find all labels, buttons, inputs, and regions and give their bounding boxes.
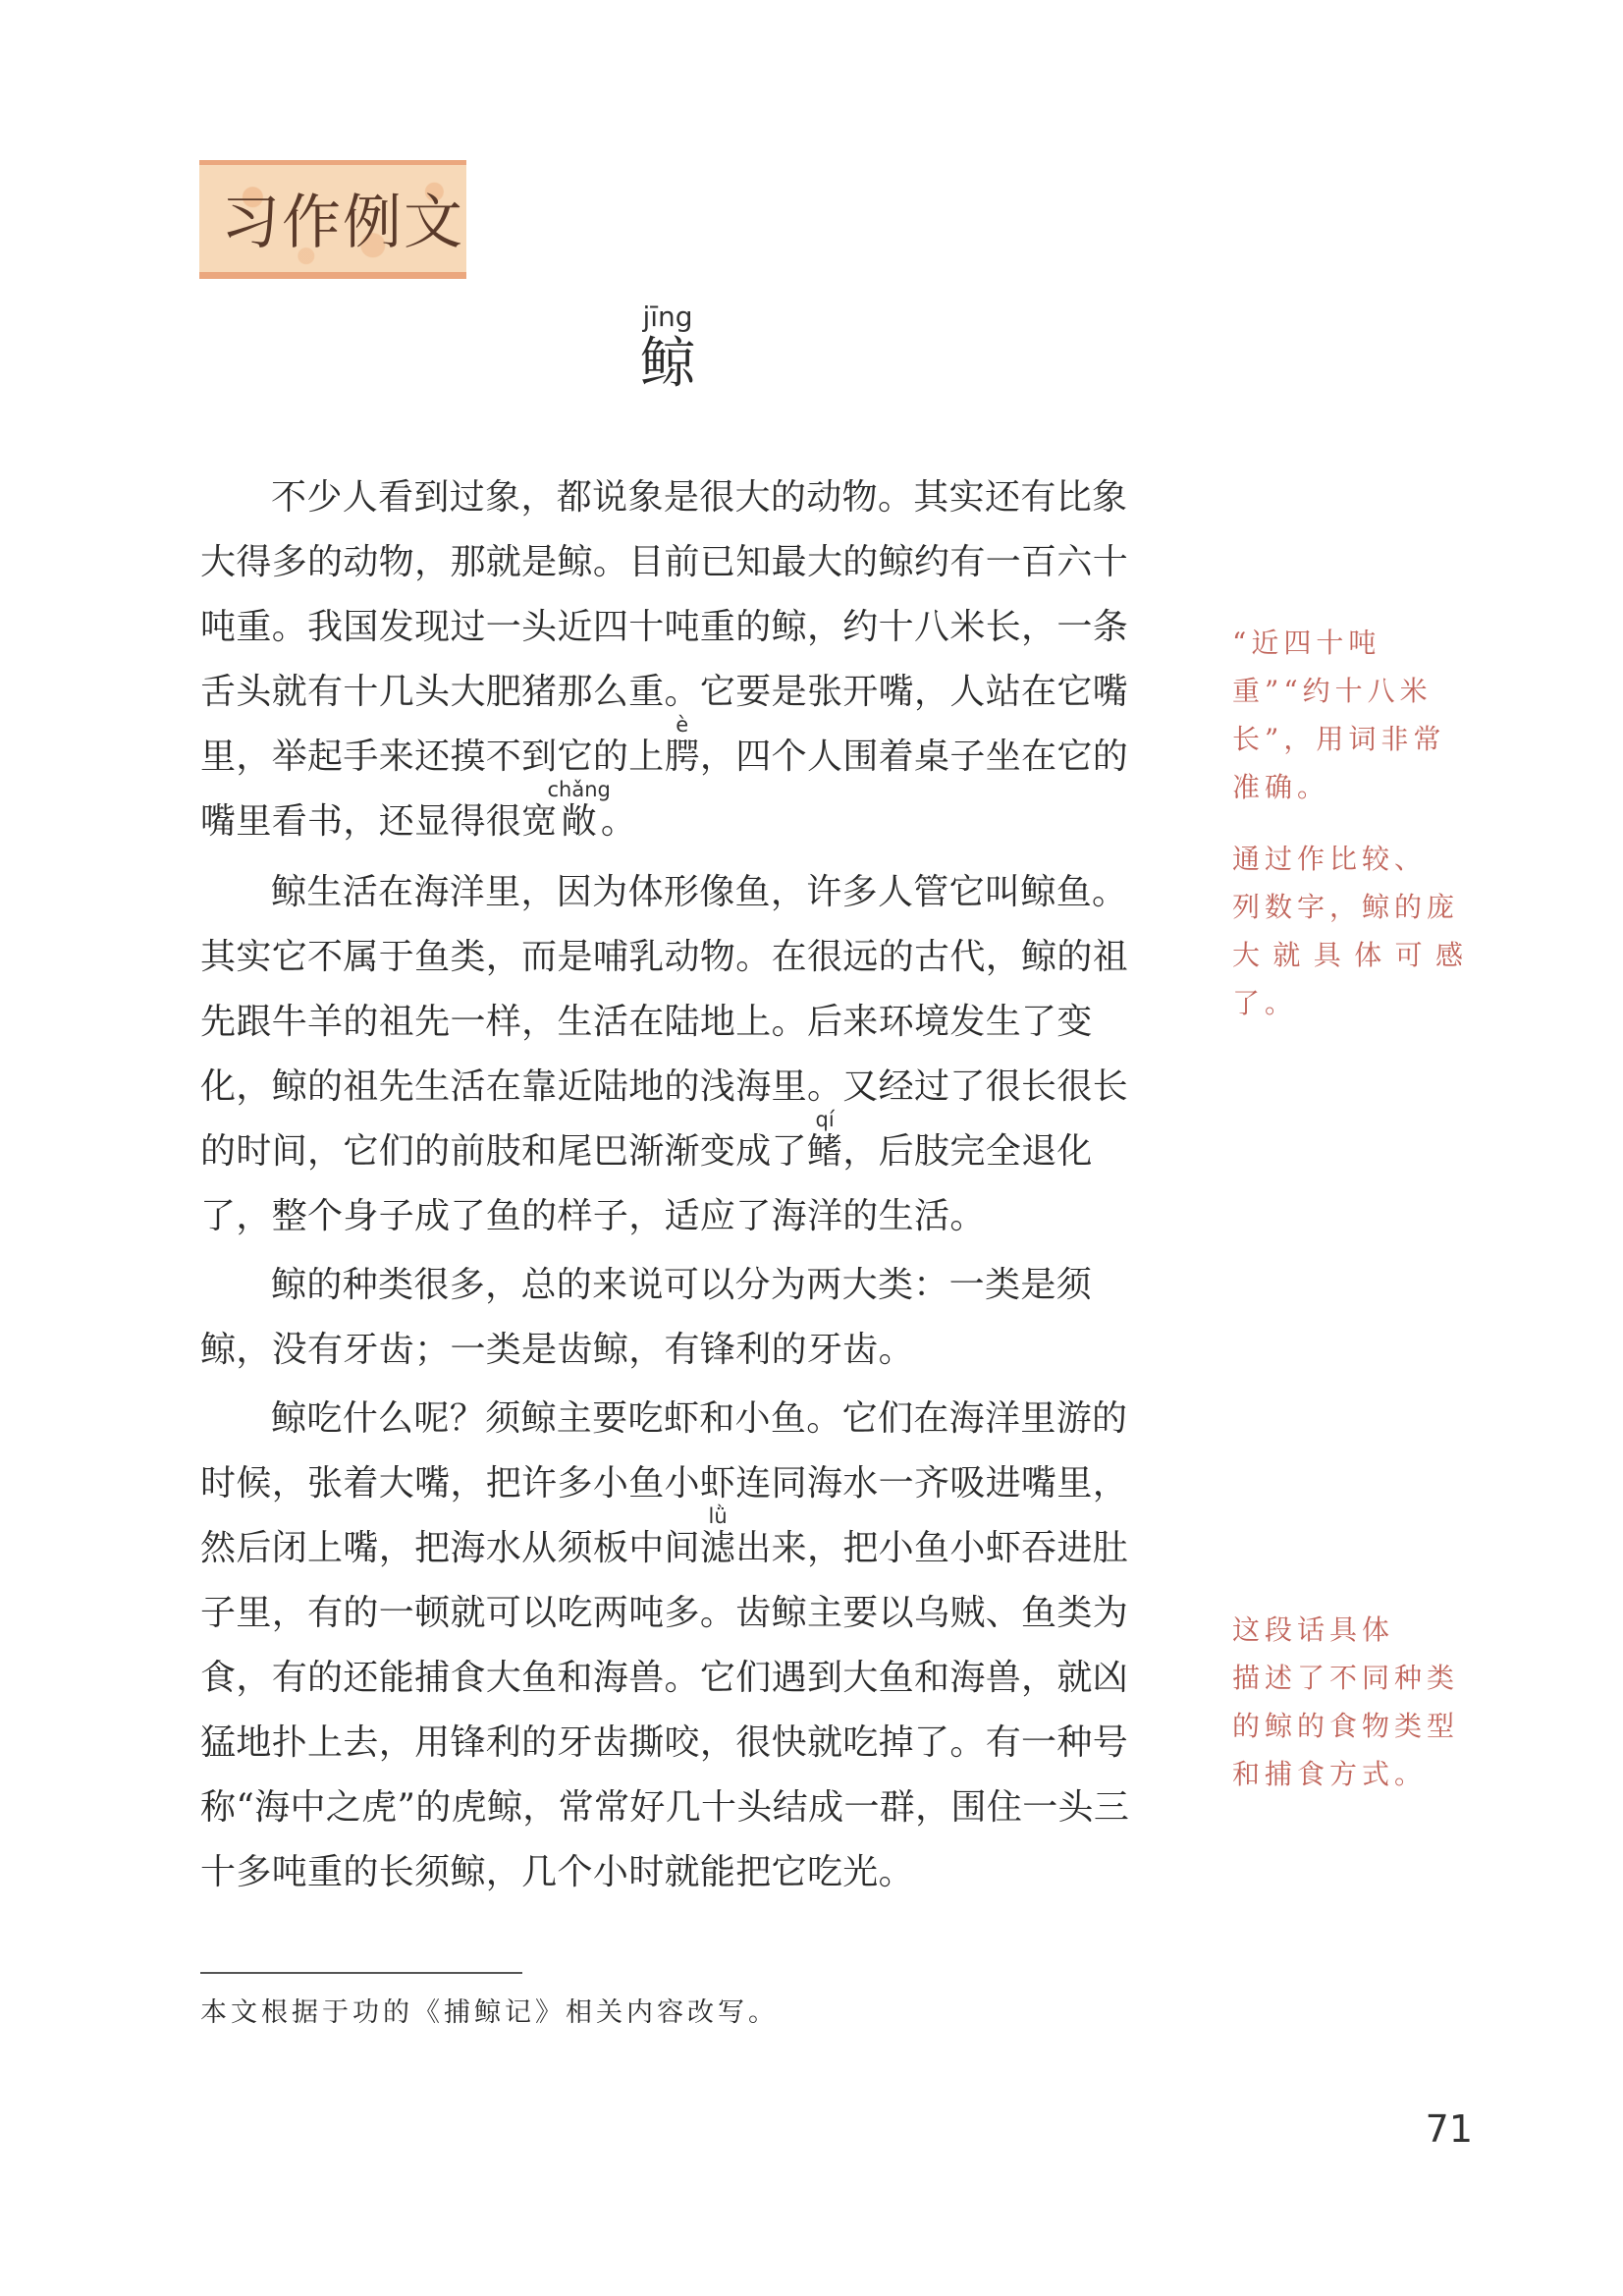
paragraph-text: 出来，把小鱼小虾吞进肚子里，有的一顿就可以吃两吨多。齿鲸主要以乌贼、鱼类为食，有的还能捕食大鱼和海兽。它们遇到大鱼和海兽，就凶猛地扑上去，用锋利的牙齿撕咬，很快就吃掉了。有一种号称“海中之虎”的虎鲸，常常好几十头结成一群，围住一头三十多吨重的长须鲸，几个小时就能把它吃光。 xyxy=(200,1528,1130,1892)
annotated-char: 腭 xyxy=(664,737,700,777)
pinyin-annotation: chǎng xyxy=(547,778,611,801)
paragraph-text: ，后肢完全退化了，整个身子成了鱼的样子，适应了海洋的生活。 xyxy=(200,1131,1093,1236)
pinyin-annotation: qí xyxy=(806,1108,843,1131)
annotated-char: 滤 xyxy=(699,1528,736,1568)
side-note-2 xyxy=(1232,835,1468,1027)
side-note-line: 和捕食方式。 xyxy=(1232,1758,1428,1790)
side-note-line: 准确。 xyxy=(1232,771,1330,803)
side-note-1 xyxy=(1232,619,1468,811)
ruby-annotation xyxy=(664,713,700,777)
article-body xyxy=(200,465,1153,1905)
section-banner xyxy=(199,160,466,279)
side-note-line: 通过作比较、 xyxy=(1232,843,1428,875)
ruby-annotation xyxy=(547,778,611,842)
side-note-line: 列数字，鲸的庞 xyxy=(1232,891,1460,923)
paragraph-4 xyxy=(200,1387,1153,1905)
paragraph-text: 鲸生活在海洋里，因为体形像鱼，许多人管它叫鲸鱼。其实它不属于鱼类，而是哺乳动物。在很远的古代，鲸的祖先跟牛羊的祖先一样，生活在陆地上。后来环境发生了变化，鲸的祖先生活在靠近陆地的浅海里。又经过了很长很长的时间，它们的前肢和尾巴渐渐变成了 xyxy=(200,872,1129,1172)
section-banner-label: 习作例文 xyxy=(221,189,464,257)
footnote: 本文根据于功的《捕鲸记》相关内容改写。 xyxy=(200,1997,779,2028)
paragraph-3: 鲸的种类很多，总的来说可以分为两大类：一类是须鲸，没有牙齿；一类是齿鲸，有锋利的牙齿。 xyxy=(200,1265,1093,1370)
footnote-divider xyxy=(200,1972,522,1974)
annotated-char: 鳍 xyxy=(806,1131,843,1172)
paragraph-text: ，四个人围着桌子坐在它的嘴里看书，还显得很宽 xyxy=(200,737,1129,842)
side-note-3 xyxy=(1232,1606,1468,1798)
side-note-line: 的鲸的食物类型 xyxy=(1232,1710,1460,1742)
paragraph-2 xyxy=(200,860,1153,1249)
side-note-line: 长”，用词非常 xyxy=(1232,723,1446,755)
annotated-char: 敞 xyxy=(547,801,611,842)
paragraph-text: 不少人看到过象，都说象是很大的动物。其实还有比象大得多的动物，那就是鲸。目前已知最大的鲸约有一百六十吨重。我国发现过一头近四十吨重的鲸，约十八米长，一条舌头就有十几头大肥猪那么重。它要是张开嘴，人站在它嘴里，举起手来还摸不到它的上 xyxy=(200,477,1129,777)
page-number: 71 xyxy=(1425,2107,1473,2151)
side-note-line: 这段话具体 xyxy=(1232,1613,1395,1646)
paragraph-1 xyxy=(200,465,1153,854)
side-note-line: 重”“约十八米 xyxy=(1232,675,1433,707)
paragraph-text: 鲸吃什么呢？须鲸主要吃虾和小鱼。它们在海洋里游的时候，张着大嘴，把许多小鱼小虾连同海水一齐吸进嘴里，然后闭上嘴，把海水从须板中间 xyxy=(200,1398,1129,1568)
ruby-annotation xyxy=(699,1504,736,1568)
side-note-line: 大就具体可感了。 xyxy=(1232,939,1468,1019)
pinyin-annotation: è xyxy=(664,713,700,737)
pinyin-annotation: lǜ xyxy=(699,1504,736,1528)
title-pinyin: jīng xyxy=(642,301,693,333)
page-title: 鲸 xyxy=(640,332,695,396)
ruby-annotation xyxy=(806,1108,843,1172)
paragraph-text: 。 xyxy=(600,801,637,842)
side-note-line: “近四十吨 xyxy=(1232,627,1381,659)
side-note-line: 描述了不同种类 xyxy=(1232,1662,1460,1694)
